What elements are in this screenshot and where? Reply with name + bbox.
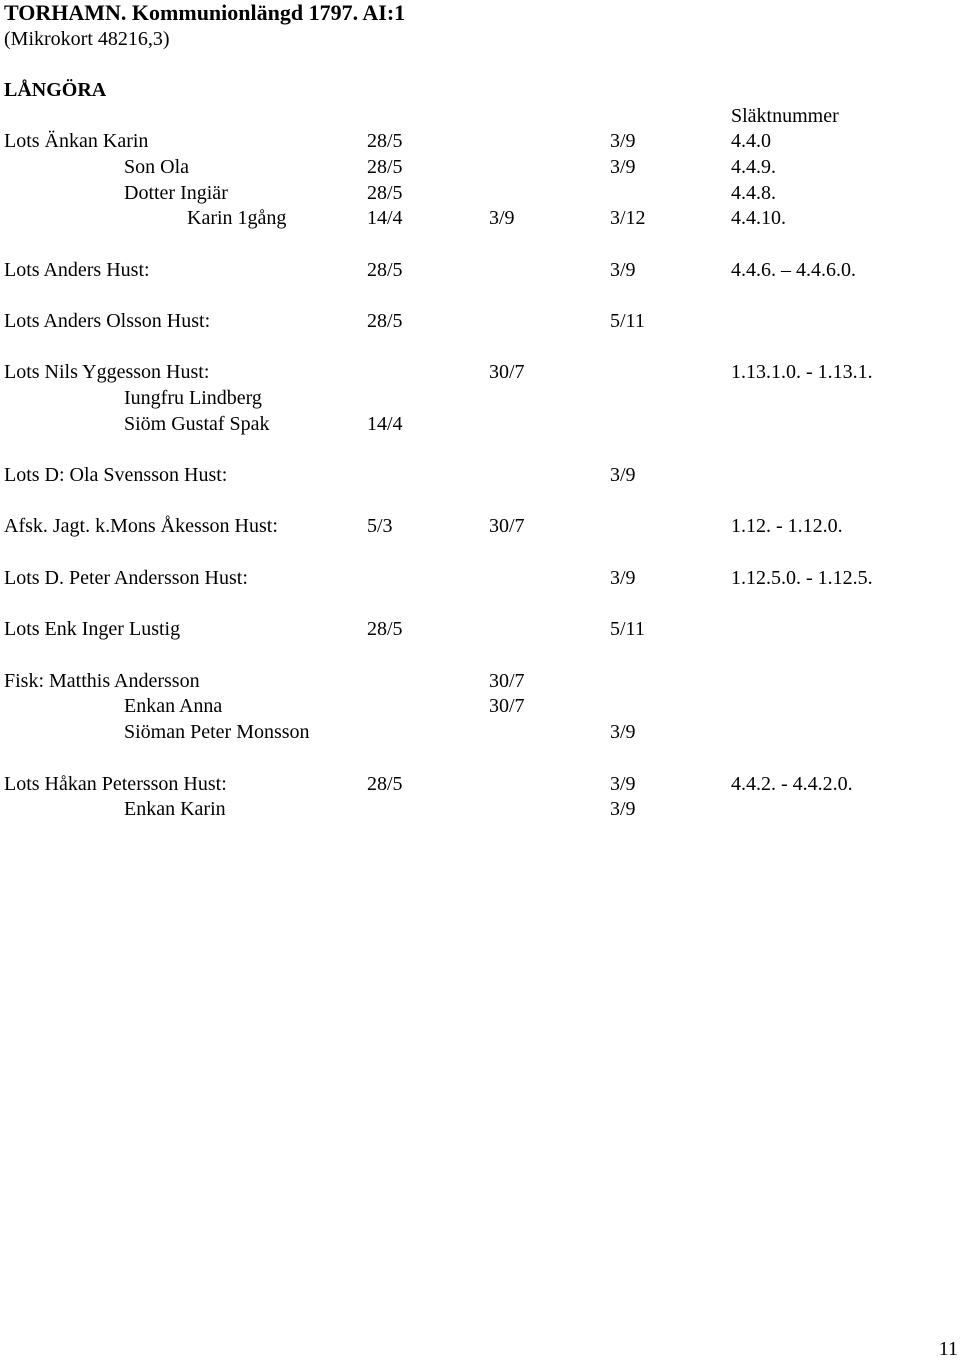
date-col-3: 3/9: [610, 721, 636, 743]
date-col-1: 5/3: [367, 515, 393, 537]
date-col-1: 14/4: [367, 413, 403, 435]
family-number: 1.13.1.0. - 1.13.1.: [731, 361, 873, 383]
date-col-3: 3/9: [610, 130, 636, 152]
date-col-3: 5/11: [610, 618, 645, 640]
entry-name: Karin 1gång: [187, 207, 287, 229]
register-row: [0, 694, 960, 720]
family-number: 4.4.0: [731, 130, 771, 152]
date-col-3: 3/9: [610, 156, 636, 178]
entry-name: Lots Anders Hust:: [4, 259, 150, 281]
date-col-1: 28/5: [367, 182, 403, 204]
ref-column-header: Släktnummer: [731, 105, 839, 127]
date-col-1: 28/5: [367, 773, 403, 795]
entry-name: Siöman Peter Monsson: [124, 721, 310, 743]
entry-name: Enkan Anna: [124, 695, 223, 717]
entry-name: Fisk: Matthis Andersson: [4, 670, 200, 692]
family-number: 1.12. - 1.12.0.: [731, 515, 843, 537]
register-row: [0, 463, 960, 489]
date-col-1: 28/5: [367, 310, 403, 332]
date-col-3: 3/9: [610, 773, 636, 795]
entry-name: Lots Anders Olsson Hust:: [4, 310, 211, 332]
date-col-1: 28/5: [367, 130, 403, 152]
family-number: 4.4.10.: [731, 207, 786, 229]
register-row: [0, 309, 960, 335]
page-number: 11: [938, 1338, 958, 1360]
date-col-1: 28/5: [367, 156, 403, 178]
date-col-3: 3/9: [610, 259, 636, 281]
date-col-2: 30/7: [489, 515, 525, 537]
register-row: [0, 181, 960, 207]
entry-name: Lots D. Peter Andersson Hust:: [4, 567, 248, 589]
register-row: [0, 720, 960, 746]
register-row: [0, 155, 960, 181]
entry-name: Lots Nils Yggesson Hust:: [4, 361, 210, 383]
entry-name: Dotter Ingiär: [124, 182, 228, 204]
entry-name: Lots D: Ola Svensson Hust:: [4, 464, 228, 486]
entry-name: Afsk. Jagt. k.Mons Åkesson Hust:: [4, 515, 278, 537]
date-col-3: 3/9: [610, 567, 636, 589]
document-subtitle: (Mikrokort 48216,3): [4, 28, 170, 50]
date-col-1: 14/4: [367, 207, 403, 229]
date-col-1: 28/5: [367, 259, 403, 281]
date-col-3: 5/11: [610, 310, 645, 332]
register-row: [0, 797, 960, 823]
register-row: [0, 772, 960, 798]
register-row: [0, 129, 960, 155]
register-row: [0, 617, 960, 643]
date-col-2: 30/7: [489, 361, 525, 383]
family-number: 4.4.2. - 4.4.2.0.: [731, 773, 853, 795]
family-number: 4.4.9.: [731, 156, 776, 178]
register-row: [0, 669, 960, 695]
register-row: [0, 412, 960, 438]
entry-name: Lots Håkan Petersson Hust:: [4, 773, 227, 795]
register-row: [0, 360, 960, 386]
date-col-2: 30/7: [489, 695, 525, 717]
date-col-2: 3/9: [489, 207, 515, 229]
section-heading: LÅNGÖRA: [4, 79, 107, 101]
date-col-1: 28/5: [367, 618, 403, 640]
entry-name: Son Ola: [124, 156, 189, 178]
register-row: [0, 206, 960, 232]
family-number: 4.4.6. – 4.4.6.0.: [731, 259, 856, 281]
register-row: [0, 514, 960, 540]
date-col-3: 3/9: [610, 464, 636, 486]
entry-name: Iungfru Lindberg: [124, 387, 262, 409]
family-number: 1.12.5.0. - 1.12.5.: [731, 567, 873, 589]
entry-name: Siöm Gustaf Spak: [124, 413, 270, 435]
document-title: TORHAMN. Kommunionlängd 1797. AI:1: [4, 0, 406, 25]
register-row: [0, 566, 960, 592]
register-row: [0, 386, 960, 412]
entry-name: Enkan Karin: [124, 798, 226, 820]
register-row: [0, 258, 960, 284]
entry-name: Lots Enk Inger Lustig: [4, 618, 181, 640]
family-number: 4.4.8.: [731, 182, 776, 204]
date-col-3: 3/9: [610, 798, 636, 820]
entry-name: Lots Änkan Karin: [4, 130, 149, 152]
date-col-3: 3/12: [610, 207, 646, 229]
date-col-2: 30/7: [489, 670, 525, 692]
